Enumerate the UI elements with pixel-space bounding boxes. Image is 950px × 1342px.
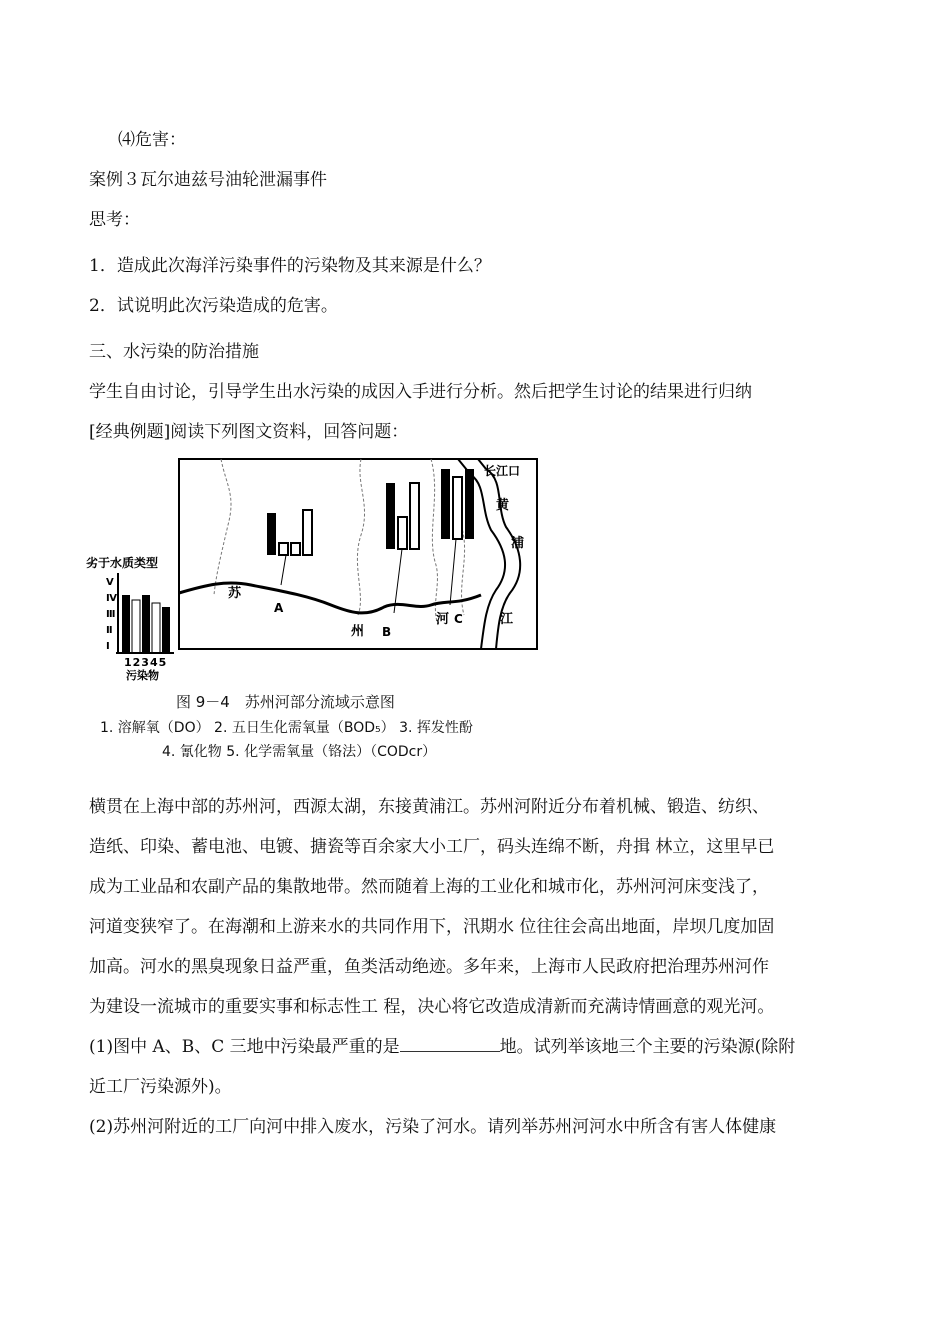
legend-title: 劣于水质类型 [86, 556, 159, 570]
question-1-line-2: 近工厂污染源外)。 [89, 1077, 232, 1097]
map-label-zhou: 州 [351, 624, 365, 639]
question-2: 2．试说明此次污染造成的危害。 [89, 296, 338, 316]
question-1-part-2: 地。试列举该地三个主要的污染源(除附 [499, 1037, 796, 1057]
passage [89, 787, 869, 1147]
map-label-b: B [382, 625, 392, 639]
example-intro: [经典例题]阅读下列图文资料，回答问题： [89, 422, 409, 442]
map-label-he: 河 [436, 612, 450, 627]
discussion-text: 学生自由讨论，引导学生出水污染的成因入手进行分析。然后把学生讨论的结果进行归纳 [89, 382, 752, 402]
passage-line: 河道变狭窄了。在海潮和上游来水的共同作用下，汛期水 位往往会高出地面，岸坝几度加固 [89, 917, 775, 937]
think-heading: 思考： [89, 210, 140, 230]
map-label-su: 苏 [228, 586, 242, 601]
roman-label: Ⅰ [106, 641, 110, 652]
roman-label: Ⅲ [106, 609, 116, 620]
legend-axis-label: 污染物 [126, 669, 159, 682]
section-3-heading: 三、水污染的防治措施 [89, 342, 259, 362]
figure-caption-title: 图 9－4 苏州河部分流域示意图 [176, 693, 395, 711]
case3-title: 案例３瓦尔迪兹号油轮泄漏事件 [89, 170, 327, 190]
question-1: 1．造成此次海洋污染事件的污染物及其来源是什么？ [89, 256, 491, 276]
map-label-a: A [274, 601, 284, 615]
passage-line: 横贯在上海中部的苏州河，西源太湖，东接黄浦江。苏州河附近分布着机械、锻造、纺织、 [89, 797, 769, 817]
map-label-jiang: 江 [500, 612, 514, 627]
map-label-pu: 浦 [511, 536, 525, 551]
passage-line: 加高。河水的黑臭现象日益严重，鱼类活动绝迹。多年来，上海市人民政府把治理苏州河作 [89, 957, 769, 977]
passage-line: 成为工业品和农副产品的集散地带。然而随着上海的工业化和城市化，苏州河河床变浅了， [89, 877, 769, 897]
passage-line: 为建设一流城市的重要实事和标志性工 程，决心将它改造成清新而充满诗情画意的观光河。 [89, 997, 775, 1017]
question-1-line [89, 1027, 869, 1067]
map-label-changjiangkou: 长江口 [484, 464, 521, 478]
suzhou-river-figure [86, 455, 546, 769]
roman-label: Ⅳ [106, 593, 117, 604]
question-1-part-1: (1)图中 A、B、C 三地中污染最严重的是 [89, 1037, 400, 1057]
legend-roman-labels [106, 577, 117, 652]
harm-heading: ⑷危害： [118, 130, 186, 150]
legend-axis-numbers: 12345 [124, 656, 168, 669]
question-2-line-1: (2)苏州河附近的工厂向河中排入废水，污染了河水。请列举苏州河河水中所含有害人体健康 [89, 1117, 777, 1137]
passage-line: 造纸、印染、蓄电池、电镀、搪瓷等百余家大小工厂，码头连绵不断，舟揖 林立，这里早已 [89, 837, 775, 857]
map-label-huang: 黄 [496, 498, 510, 513]
map-label-c: C [454, 612, 463, 626]
roman-label: Ⅴ [106, 577, 114, 588]
figure-caption-line-1: 1. 溶解氧（DO） 2. 五日生化需氧量（BOD₅） 3. 挥发性酚 [100, 720, 473, 736]
answer-blank[interactable] [400, 1035, 500, 1052]
figure-caption-line-2: 4. 氰化物 5. 化学需氧量（铬法）（CODcr） [162, 744, 437, 760]
roman-label: Ⅱ [106, 625, 113, 636]
legend-chart [116, 573, 174, 653]
